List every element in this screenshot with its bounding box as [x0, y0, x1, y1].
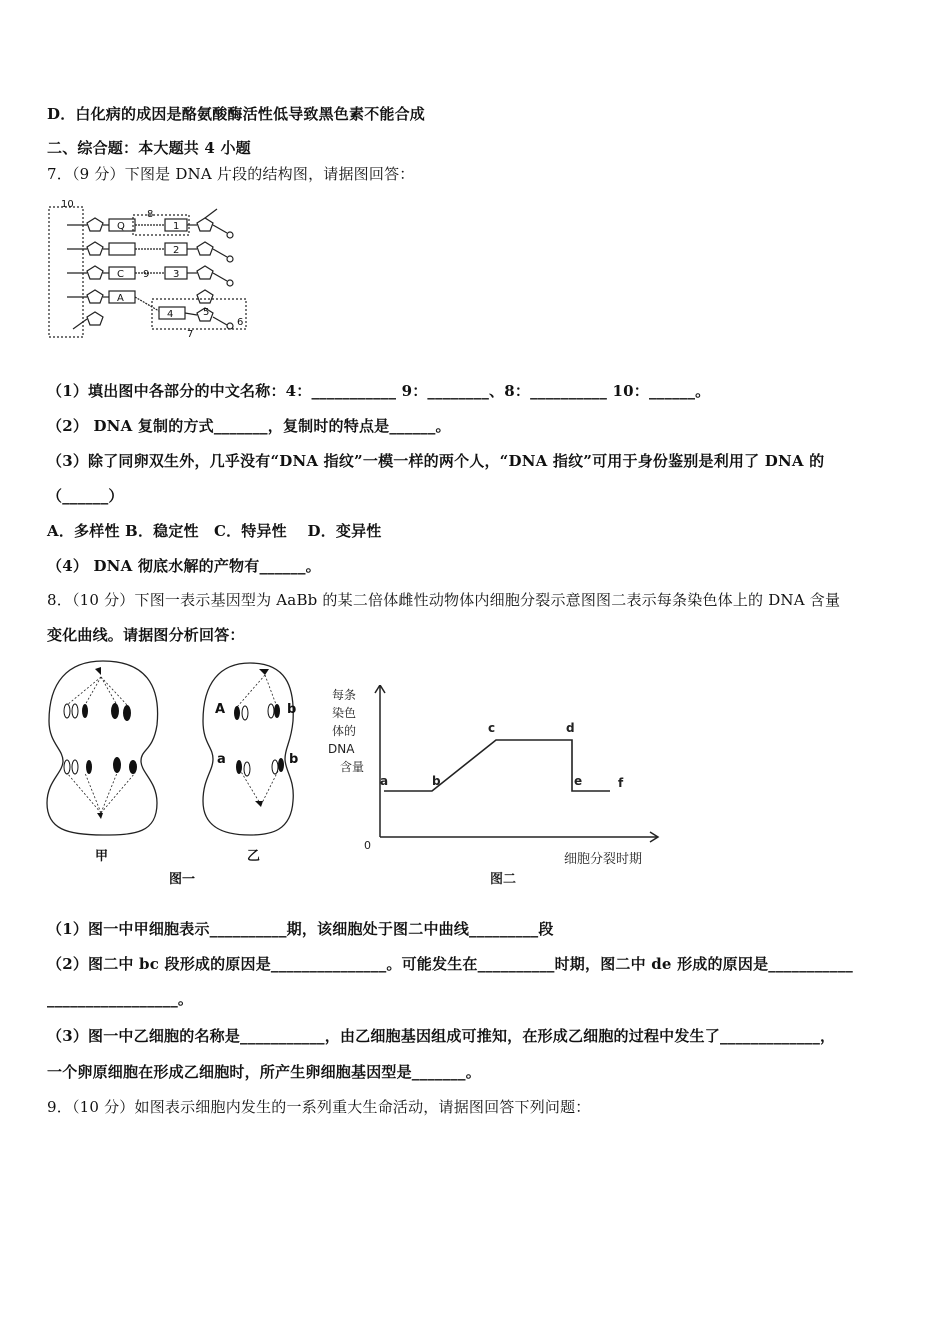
- question-7-part-2: （2） DNA 复制的方式_______，复制时的特点是______。: [47, 417, 451, 435]
- question-9-stem: 9．（10 分）如图表示细胞内发生的一系列重大生命活动，请据图回答下列问题：: [47, 1098, 591, 1116]
- dna-content-chart: [328, 685, 668, 894]
- chart-svg: [328, 685, 668, 890]
- dna-label-1: 1: [173, 221, 180, 232]
- question-8-part-1: （1）图一中甲细胞表示__________期，该细胞处于图二中曲线_________段: [47, 920, 554, 938]
- point-label-e: e: [574, 774, 583, 788]
- dna-label-6: 6: [237, 317, 244, 328]
- chart-ylabel-3: 体的: [332, 724, 357, 738]
- gene-label-A: A: [215, 702, 226, 717]
- point-label-b: b: [432, 774, 441, 788]
- dna-label-a: A: [117, 293, 124, 304]
- question-8-part-2-continued: _________________。: [47, 990, 194, 1008]
- dna-label-10: 10: [61, 199, 74, 210]
- dna-label-5: 5: [203, 307, 210, 318]
- question-8-part-3-continued: 一个卵原细胞在形成乙细胞时，所产生卵细胞基因型是_______。: [47, 1063, 481, 1081]
- chart-ylabel-2: 染色: [332, 706, 357, 720]
- chart-xlabel: 细胞分裂时期: [564, 852, 643, 867]
- question-7-part-3: （3）除了同卵双生外，几乎没有“DNA 指纹”一模一样的两个人，“DNA 指纹”可用于身份鉴别是利用了 DNA 的: [47, 452, 825, 470]
- dna-label-3: 3: [173, 269, 180, 280]
- question-7-stem: 7．（9 分）下图是 DNA 片段的结构图，请据图回答：: [47, 165, 415, 183]
- cell-jia-label: 甲: [95, 849, 109, 864]
- point-label-d: d: [566, 721, 575, 735]
- figure-1-caption: 图一: [169, 872, 196, 887]
- point-label-a: a: [380, 774, 389, 788]
- dna-label-c: C: [117, 269, 124, 280]
- gene-label-b-top: b: [287, 702, 297, 717]
- gene-label-b-bottom: b: [289, 752, 299, 767]
- point-label-f: f: [618, 776, 624, 790]
- question-7-part-4: （4） DNA 彻底水解的产物有______。: [47, 557, 321, 575]
- chart-ylabel-4: DNA: [328, 742, 355, 756]
- left-backbone: [67, 218, 103, 329]
- gene-label-a: a: [217, 752, 226, 767]
- q6-option-d: D．白化病的成因是酪氨酸酶活性低导致黑色素不能合成: [47, 105, 426, 123]
- point-label-c: c: [488, 721, 496, 735]
- box-10: [49, 207, 83, 337]
- dna-label-q: Q: [117, 221, 125, 232]
- dna-label-8: 8: [147, 209, 154, 220]
- origin-label: 0: [364, 839, 371, 852]
- question-8-stem: 8．（10 分）下图一表示基因型为 AaBb 的某二倍体雌性动物体内细胞分裂示意图图二表示每条染色体上的 DNA 含量: [47, 591, 841, 609]
- cell-yi: [203, 663, 293, 835]
- question-7-part-3-blank: （______）: [47, 487, 124, 505]
- question-8-part-2: （2）图二中 bc 段形成的原因是_______________。可能发生在__________时期，图二中 de 形成的原因是___________: [47, 955, 853, 973]
- question-7-options: A．多样性 B．稳定性 C．特异性 D．变异性: [47, 522, 382, 540]
- chart-ylabel-1: 每条: [332, 688, 357, 702]
- chart-ylabel-5: 含量: [340, 760, 365, 774]
- question-8-stem-continued: 变化曲线。请据图分析回答：: [47, 626, 245, 644]
- dna-label-2: 2: [173, 245, 180, 256]
- dna-label-7: 7: [187, 329, 194, 340]
- dna-structure-figure: [47, 195, 267, 349]
- section-heading: 二、综合题：本大题共 4 小题: [47, 139, 251, 157]
- cell-division-figure: [45, 655, 325, 899]
- cell-yi-label: 乙: [247, 849, 261, 864]
- question-7-part-1: （1）填出图中各部分的中文名称：4：___________ 9：________、8：__________ 10：______。: [47, 382, 711, 400]
- dna-label-9: 9: [143, 269, 150, 280]
- figure-2-caption: 图二: [490, 872, 517, 887]
- dna-label-4: 4: [167, 309, 174, 320]
- question-8-part-3: （3）图一中乙细胞的名称是___________，由乙细胞基因组成可推知，在形成乙细胞的过程中发生了_____________，: [47, 1027, 836, 1045]
